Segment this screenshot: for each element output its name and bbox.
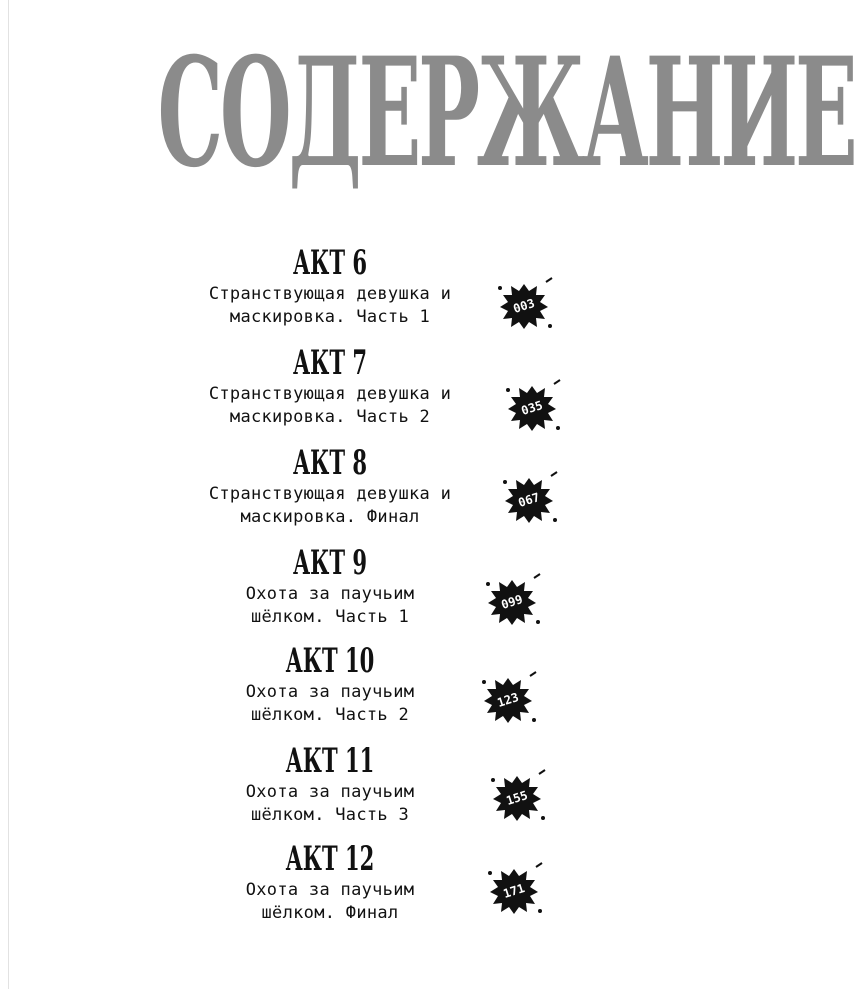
chapter-title-line-2: маскировка. Часть 1 (229, 307, 431, 327)
page-number-badge[interactable] (480, 570, 544, 634)
page-number-badge[interactable] (476, 668, 540, 732)
toc-entry-act-9[interactable] (150, 545, 510, 643)
page-number-badge[interactable] (482, 859, 546, 923)
page-edge-line (8, 0, 9, 989)
page-number: 003 (511, 295, 537, 317)
toc-entry-act-12[interactable] (150, 841, 510, 939)
page-number: 035 (519, 397, 545, 419)
page-number: 155 (504, 787, 530, 809)
chapter-title-line-1: Странствующая девушка и (208, 284, 452, 304)
chapter-title-line-1: Охота за паучьим (245, 584, 415, 604)
chapter-title-line-2: шёлком. Финал (261, 903, 399, 923)
act-heading: АКТ 11 (285, 741, 375, 781)
page-number-badge[interactable] (500, 376, 564, 440)
chapter-title-line-1: Охота за паучьим (245, 880, 415, 900)
toc-entry-act-6[interactable] (150, 245, 510, 343)
page-number: 171 (501, 880, 527, 902)
chapter-title-line-1: Странствующая девушка и (208, 484, 452, 504)
page-number: 067 (516, 489, 542, 511)
chapter-title-line-2: шёлком. Часть 2 (250, 705, 410, 725)
act-heading: АКТ 7 (292, 343, 368, 383)
chapter-title-line-1: Странствующая девушка и (208, 384, 452, 404)
act-heading: АКТ 12 (285, 839, 375, 879)
page-number-badge[interactable] (492, 274, 556, 338)
chapter-title-line-2: шёлком. Часть 1 (250, 607, 410, 627)
toc-entry-act-8[interactable] (150, 445, 510, 543)
act-heading: АКТ 6 (292, 243, 368, 283)
toc-entry-act-7[interactable] (150, 345, 510, 443)
page-number-badge[interactable] (497, 468, 561, 532)
page-title: СОДЕРЖАНИЕ (157, 25, 855, 201)
act-heading: АКТ 10 (285, 641, 375, 681)
page-number-badge[interactable] (485, 766, 549, 830)
page-number: 099 (499, 591, 525, 613)
chapter-title-line-2: маскировка. Финал (240, 507, 420, 527)
act-heading: АКТ 8 (292, 443, 368, 483)
act-heading: АКТ 9 (292, 543, 368, 583)
toc-entry-act-10[interactable] (150, 643, 510, 741)
chapter-title-line-1: Охота за паучьим (245, 782, 415, 802)
toc-entry-act-11[interactable] (150, 743, 510, 841)
page-number: 123 (495, 689, 521, 711)
chapter-title-line-2: маскировка. Часть 2 (229, 407, 431, 427)
chapter-title-line-1: Охота за паучьим (245, 682, 415, 702)
chapter-title-line-2: шёлком. Часть 3 (250, 805, 410, 825)
